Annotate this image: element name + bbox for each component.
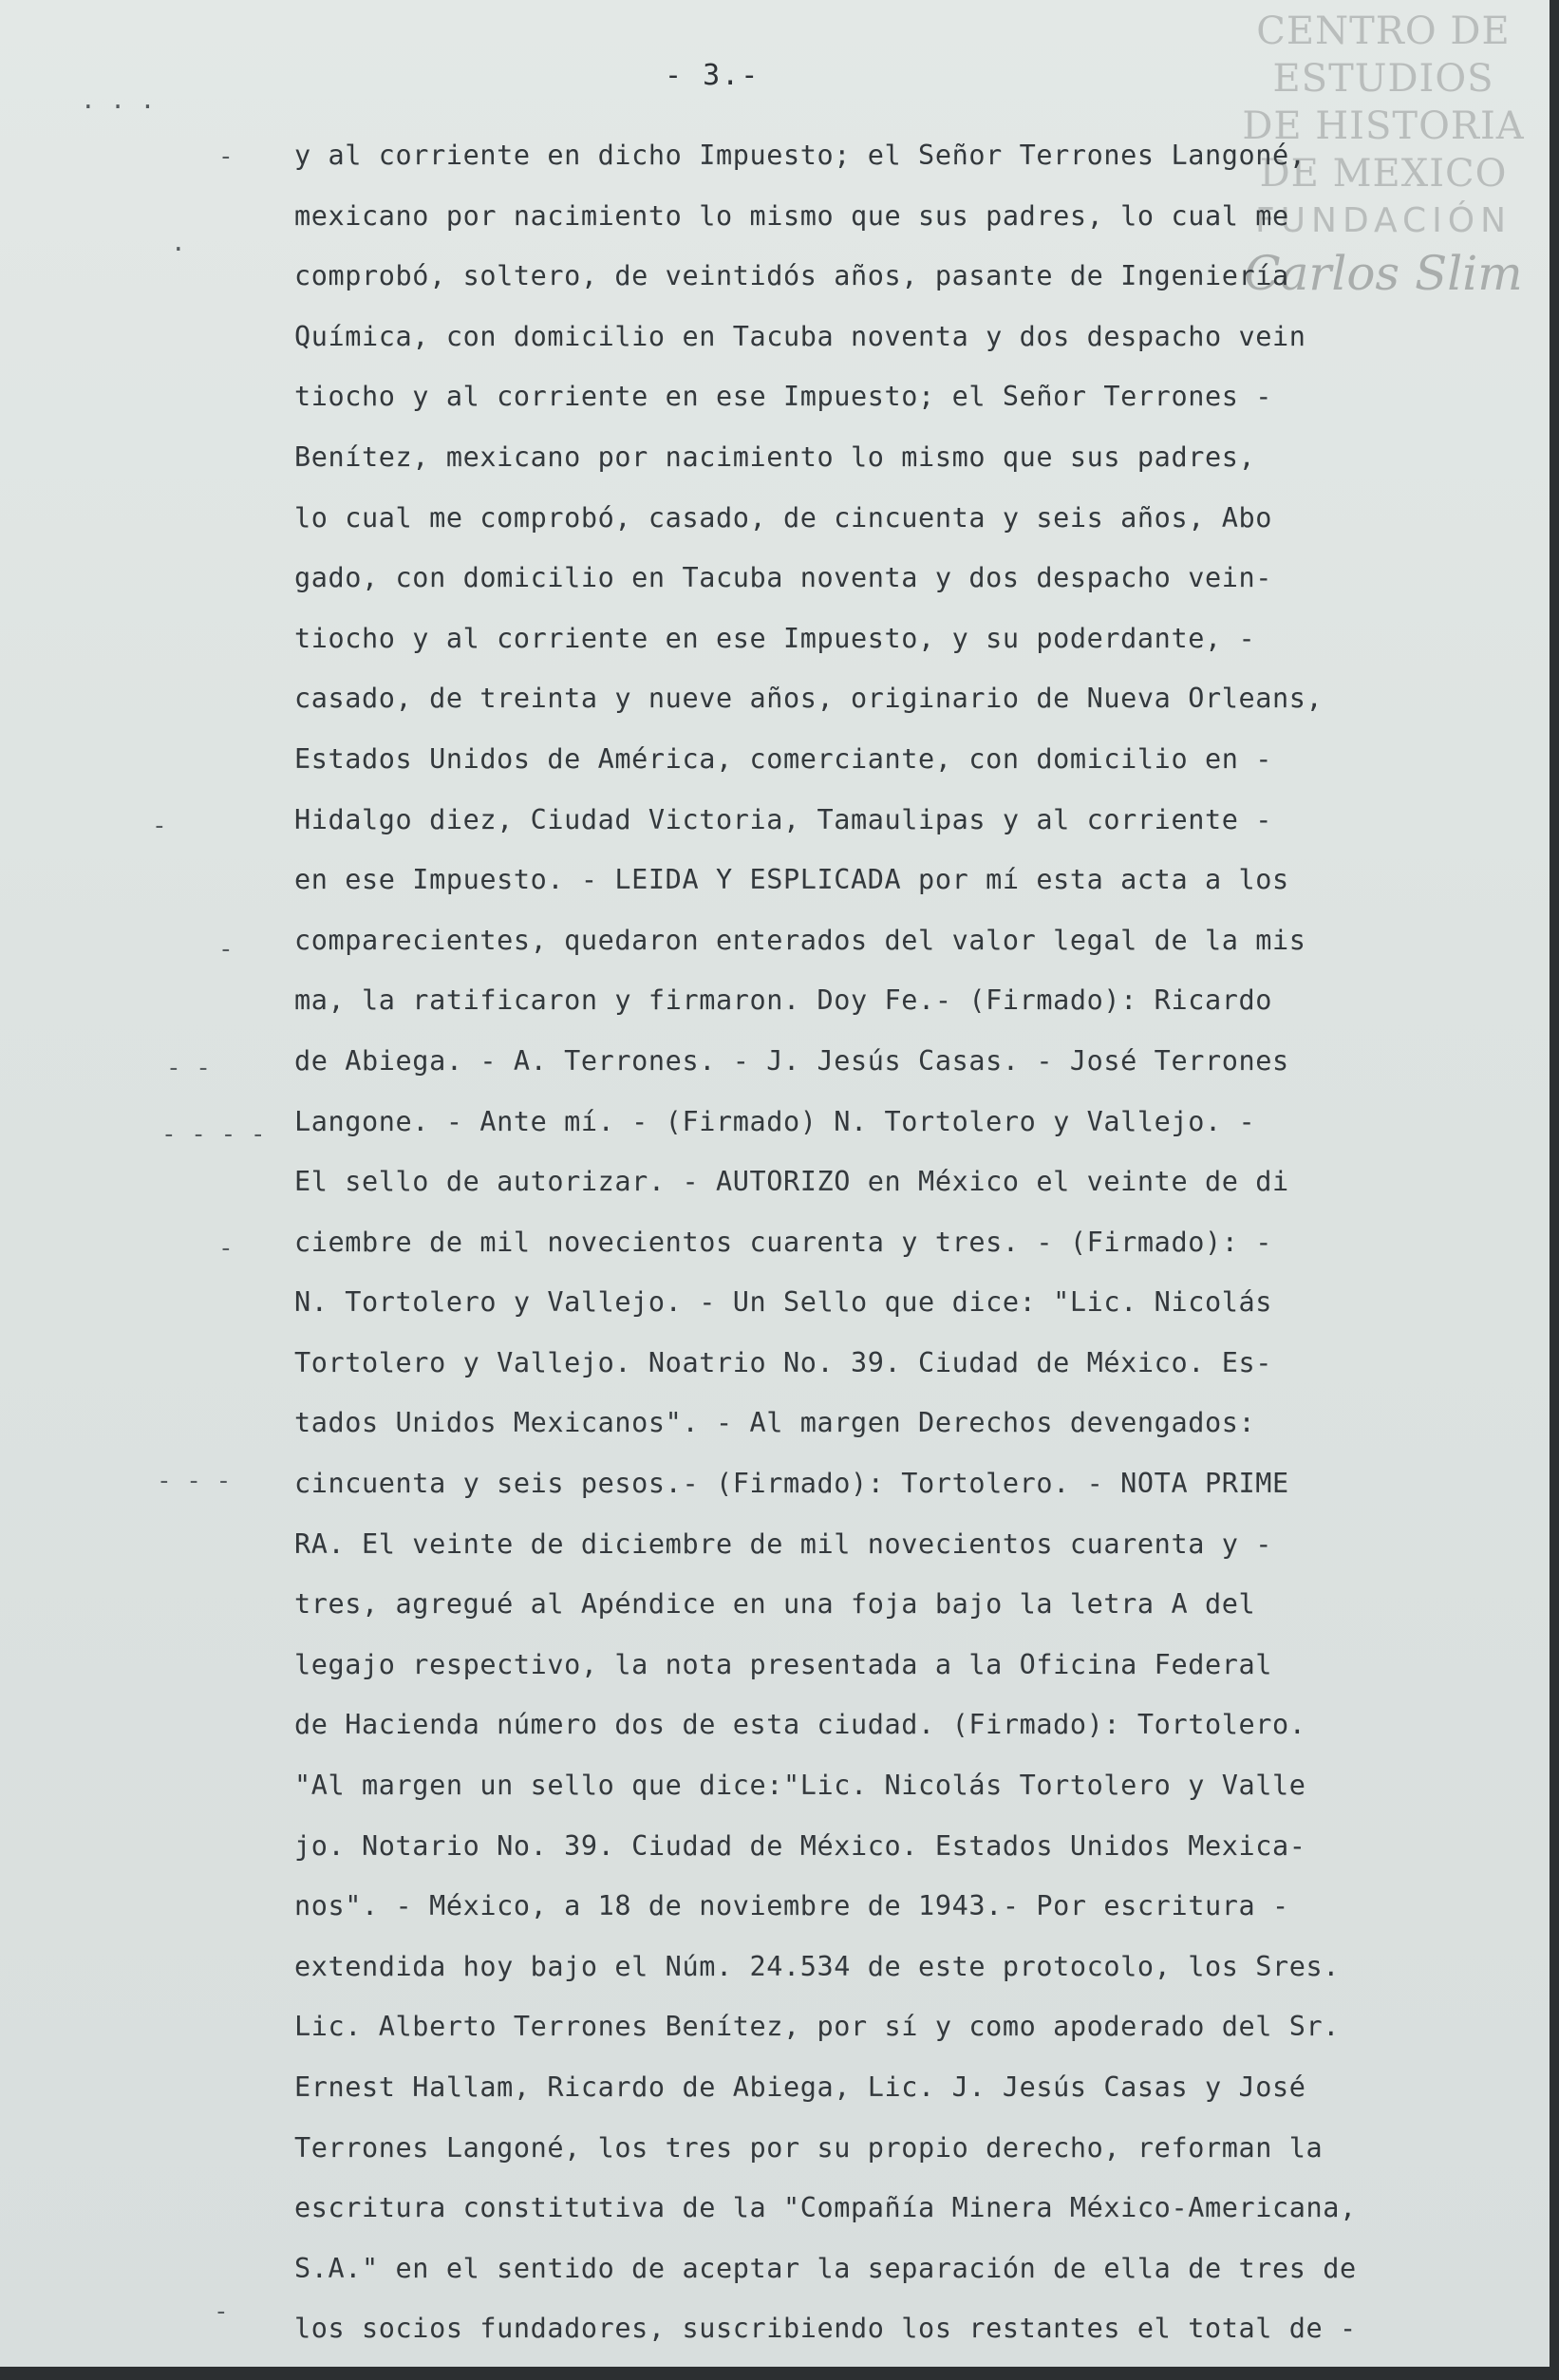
margin-mark: - - - - [161, 1120, 266, 1149]
watermark-line: ESTUDIOS [1272, 57, 1494, 101]
watermark-line: DE HISTORIA [1242, 104, 1525, 148]
text-line: S.A." en el sentido de aceptar la separación de ella de tres de [294, 2252, 1357, 2284]
text-line: ma, la ratificaron y firmaron. Doy Fe.- (Firmado): Ricardo [294, 984, 1272, 1017]
text-line: Terrones Langoné, los tres por su propio derecho, reforman la [294, 2131, 1324, 2164]
text-line: lo cual me comprobó, casado, de cincuenta y seis años, Abo [294, 501, 1272, 534]
margin-mark: - [152, 812, 167, 840]
text-line: Hidalgo diez, Ciudad Victoria, Tamaulipas y al corriente - [294, 803, 1272, 835]
text-line: escritura constitutiva de la "Compañía Minera México-Americana, [294, 2192, 1357, 2224]
page-number: - 3.- [665, 59, 761, 92]
text-line: Lic. Alberto Terrones Benítez, por sí y como apoderado del Sr. [294, 2011, 1341, 2043]
margin-mark: · · · [81, 93, 156, 122]
margin-mark: - - [166, 1054, 211, 1082]
text-line: comparecientes, quedaron enterados del valor legal de la mis [294, 924, 1306, 956]
margin-mark: - [218, 1234, 234, 1263]
text-line: RA. El veinte de diciembre de mil novecientos cuarenta y - [294, 1527, 1272, 1560]
text-line: gado, con domicilio en Tacuba noventa y dos despacho vein- [294, 562, 1272, 594]
text-line: Langone. - Ante mí. - (Firmado) N. Tortolero y Vallejo. - [294, 1105, 1256, 1137]
text-line: ciembre de mil novecientos cuarenta y tres. - (Firmado): - [294, 1226, 1272, 1258]
text-line: comprobó, soltero, de veintidós años, pasante de Ingeniería [294, 260, 1289, 292]
text-line: tiocho y al corriente en ese Impuesto, y su poderdante, - [294, 622, 1256, 654]
margin-mark: - [218, 142, 234, 171]
text-line: jo. Notario No. 39. Ciudad de México. Estados Unidos Mexica- [294, 1829, 1306, 1862]
margin-mark: - - - [157, 1467, 232, 1495]
margin-mark: - [214, 2297, 229, 2326]
document-body [294, 125, 1415, 2359]
scan-edge-bottom [0, 2367, 1559, 2380]
text-line: tres, agregué al Apéndice en una foja bajo la letra A del [294, 1588, 1256, 1621]
text-line: N. Tortolero y Vallejo. - Un Sello que dice: "Lic. Nicolás [294, 1286, 1272, 1319]
text-line: nos". - México, a 18 de noviembre de 1943.- Por escritura - [294, 1890, 1289, 1922]
watermark-signature: Carlos Slim [1244, 246, 1523, 301]
text-line: los socios fundadores, suscribiendo los restantes el total de - [294, 2313, 1357, 2345]
margin-mark: · [171, 235, 186, 264]
text-line: extendida hoy bajo el Núm. 24.534 de este protocolo, los Sres. [294, 1950, 1341, 1982]
scan-edge-right [1550, 0, 1559, 2380]
text-line: casado, de treinta y nueve años, originario de Nueva Orleans, [294, 683, 1324, 715]
text-line: Ernest Hallam, Ricardo de Abiega, Lic. J. Jesús Casas y José [294, 2071, 1306, 2103]
text-line: "Al margen un sello que dice:"Lic. Nicolás Tortolero y Valle [294, 1770, 1306, 1802]
watermark-line: CENTRO DE [1256, 9, 1511, 53]
text-line: y al corriente en dicho Impuesto; el Señor Terrones Langoné, [294, 140, 1306, 171]
text-line: legajo respectivo, la nota presentada a la Oficina Federal [294, 1648, 1272, 1680]
text-line: Estados Unidos de América, comerciante, con domicilio en - [294, 742, 1272, 775]
watermark-line: DE MEXICO [1259, 152, 1508, 196]
text-line: Química, con domicilio en Tacuba noventa y dos despacho vein [294, 320, 1306, 352]
text-line: en ese Impuesto. - LEIDA Y ESPLICADA por mí esta acta a los [294, 864, 1289, 896]
text-line: tiocho y al corriente en ese Impuesto; el Señor Terrones - [294, 381, 1272, 413]
text-line: Tortolero y Vallejo. Noatrio No. 39. Ciudad de México. Es- [294, 1346, 1272, 1378]
text-line: cincuenta y seis pesos.- (Firmado): Tortolero. - NOTA PRIME [294, 1468, 1289, 1500]
text-line: Benítez, mexicano por nacimiento lo mismo que sus padres, [294, 440, 1256, 473]
watermark-foundation: FUNDACIÓN [1254, 201, 1512, 240]
text-line: tados Unidos Mexicanos". - Al margen Derechos devengados: [294, 1407, 1256, 1439]
text-line: mexicano por nacimiento lo mismo que sus padres, lo cual me [294, 199, 1289, 232]
text-line: de Abiega. - A. Terrones. - J. Jesús Casas. - José Terrones [294, 1044, 1289, 1077]
text-line: de Hacienda número dos de esta ciudad. (Firmado): Tortolero. [294, 1709, 1306, 1741]
text-line: El sello de autorizar. - AUTORIZO en México el veinte de di [294, 1166, 1289, 1198]
margin-mark: - [218, 935, 234, 964]
